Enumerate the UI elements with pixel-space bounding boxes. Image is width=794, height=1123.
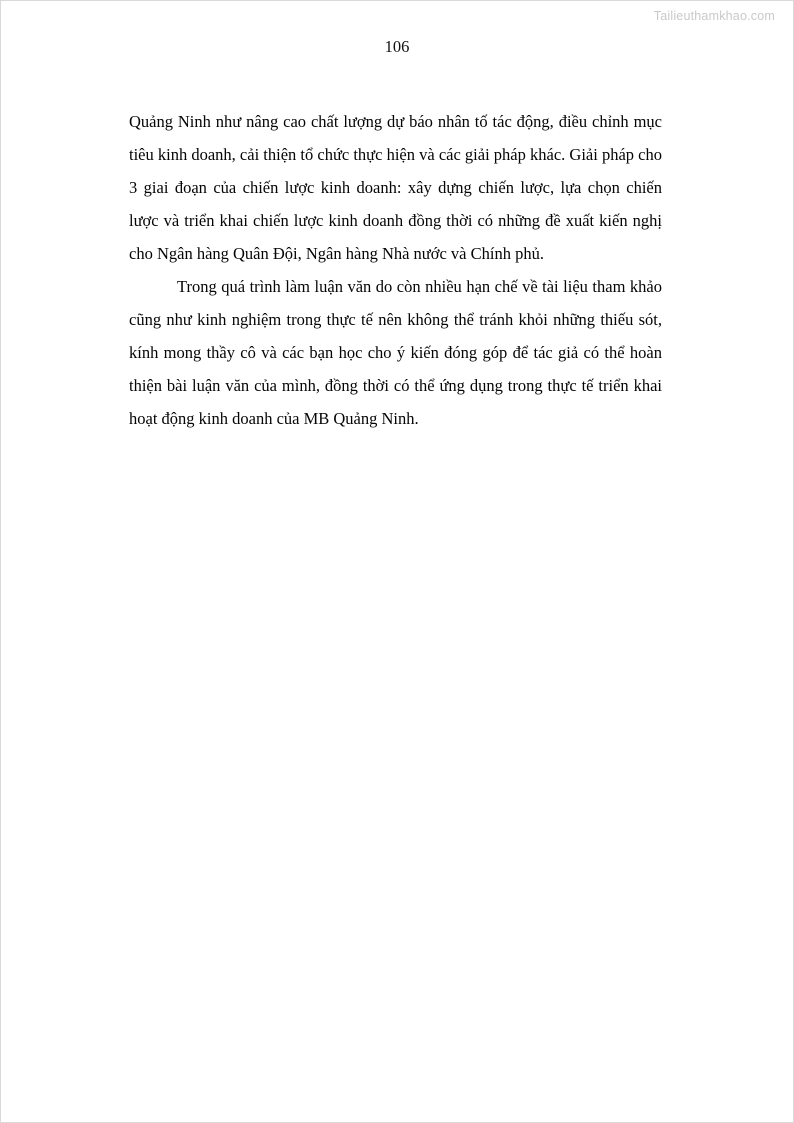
page-number: 106 [384, 37, 410, 56]
paragraph-2: Trong quá trình làm luận văn do còn nhiều hạn chế về tài liệu tham khảo cũng như kinh nghiệm trong thực tế nên không thể tránh khỏi những thiếu sót, kính mong thầy cô và các bạn học cho ý kiến đóng góp để tác giả có thể hoàn thiện bài luận văn của mình, đồng thời có thể ứng dụng trong thực tế triển khai hoạt động kinh doanh của MB Quảng Ninh. [129, 277, 662, 428]
watermark-label: Tailieuthamkhao.com [653, 9, 775, 23]
paragraph-1: Quảng Ninh như nâng cao chất lượng dự báo nhân tố tác động, điều chỉnh mục tiêu kinh doanh, cải thiện tổ chức thực hiện và các giải pháp khác. Giải pháp cho 3 giai đoạn của chiến lược kinh doanh: xây dựng chiến lược, lựa chọn chiến lược và triển khai chiến lược kinh doanh đồng thời có những đề xuất kiến nghị cho Ngân hàng Quân Đội, Ngân hàng Nhà nước và Chính phủ. [129, 112, 662, 263]
document-body [129, 105, 662, 435]
